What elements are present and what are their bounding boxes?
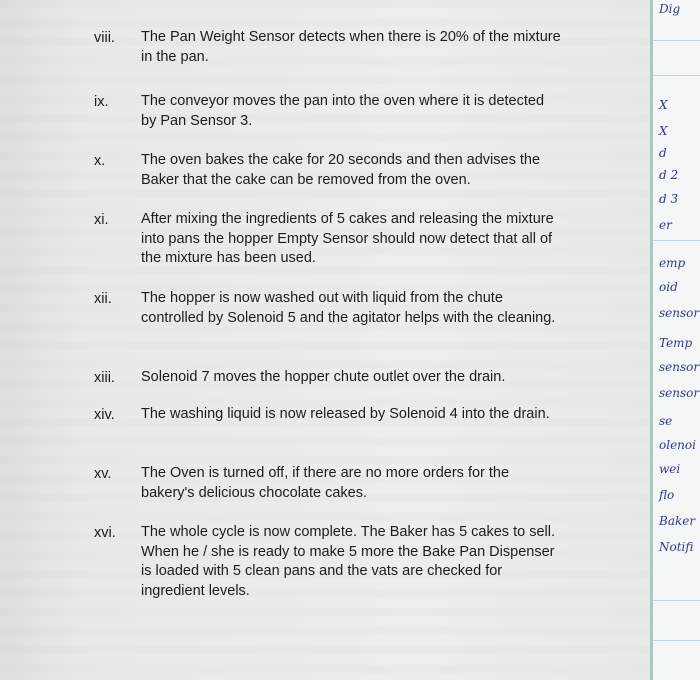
- handwritten-note: olenoi: [659, 438, 696, 452]
- item-number: xiv.: [94, 407, 115, 423]
- item-number: viii.: [94, 30, 115, 46]
- item-text: Solenoid 7 moves the hopper chute outlet over the drain.: [141, 369, 506, 385]
- handwritten-note: oid: [659, 280, 678, 294]
- notebook-rule: [653, 75, 700, 76]
- handwritten-note: sensor: [659, 386, 700, 400]
- item-text: The whole cycle is now complete. The Baker has 5 cakes to sell. When he / she is ready to make 5 more the Bake Pan Dispenser is loaded with 5 clean pans and the vats are checked for ingredient levels.: [141, 524, 555, 599]
- handwritten-note: Dig: [659, 2, 681, 16]
- handwritten-note: Baker: [659, 514, 696, 528]
- handwritten-note: d 3: [659, 192, 679, 206]
- item-text: The Pan Weight Sensor detects when there is 20% of the mixture in the pan.: [141, 29, 561, 65]
- item-number: xiii.: [94, 370, 115, 386]
- item-number: xvi.: [94, 525, 116, 541]
- item-number: xii.: [94, 291, 112, 307]
- handwritten-note: flo: [659, 488, 675, 502]
- notebook-rule: [653, 600, 700, 601]
- handwritten-note: Notifi: [659, 540, 694, 554]
- handwritten-notebook: [650, 0, 700, 680]
- handwritten-note: X: [659, 124, 668, 138]
- notebook-rule: [653, 40, 700, 41]
- handwritten-note: se: [659, 414, 673, 428]
- handwritten-note: d: [659, 146, 667, 160]
- item-text: The Oven is turned off, if there are no more orders for the bakery's delicious chocolate cakes.: [141, 465, 510, 501]
- item-text: The hopper is now washed out with liquid from the chute controlled by Solenoid 5 and the agitator helps with the cleaning.: [141, 290, 556, 326]
- handwritten-note: Temp: [659, 336, 693, 350]
- item-number: xv.: [94, 466, 112, 482]
- item-text: The conveyor moves the pan into the oven where it is detected by Pan Sensor 3.: [141, 93, 545, 129]
- item-text: The washing liquid is now released by Solenoid 4 into the drain.: [141, 406, 550, 422]
- item-number: x.: [94, 153, 106, 169]
- handwritten-note: er: [659, 218, 672, 232]
- handwritten-note: sensor: [659, 306, 700, 320]
- handwritten-note: emp: [659, 256, 686, 270]
- item-text: After mixing the ingredients of 5 cakes and releasing the mixture into pans the hopper Empty Sensor should now detect that all of the mixture has been used.: [141, 211, 554, 266]
- item-number: xi.: [94, 212, 109, 228]
- item-number: ix.: [94, 94, 109, 110]
- notebook-rule: [653, 240, 700, 241]
- notebook-rule: [653, 640, 700, 641]
- handwritten-note: sensor: [659, 360, 700, 374]
- item-text: The oven bakes the cake for 20 seconds and then advises the Baker that the cake can be removed from the oven.: [141, 152, 541, 188]
- handwritten-note: wei: [659, 462, 681, 476]
- handwritten-note: X: [659, 98, 668, 112]
- handwritten-note: d 2: [659, 168, 679, 182]
